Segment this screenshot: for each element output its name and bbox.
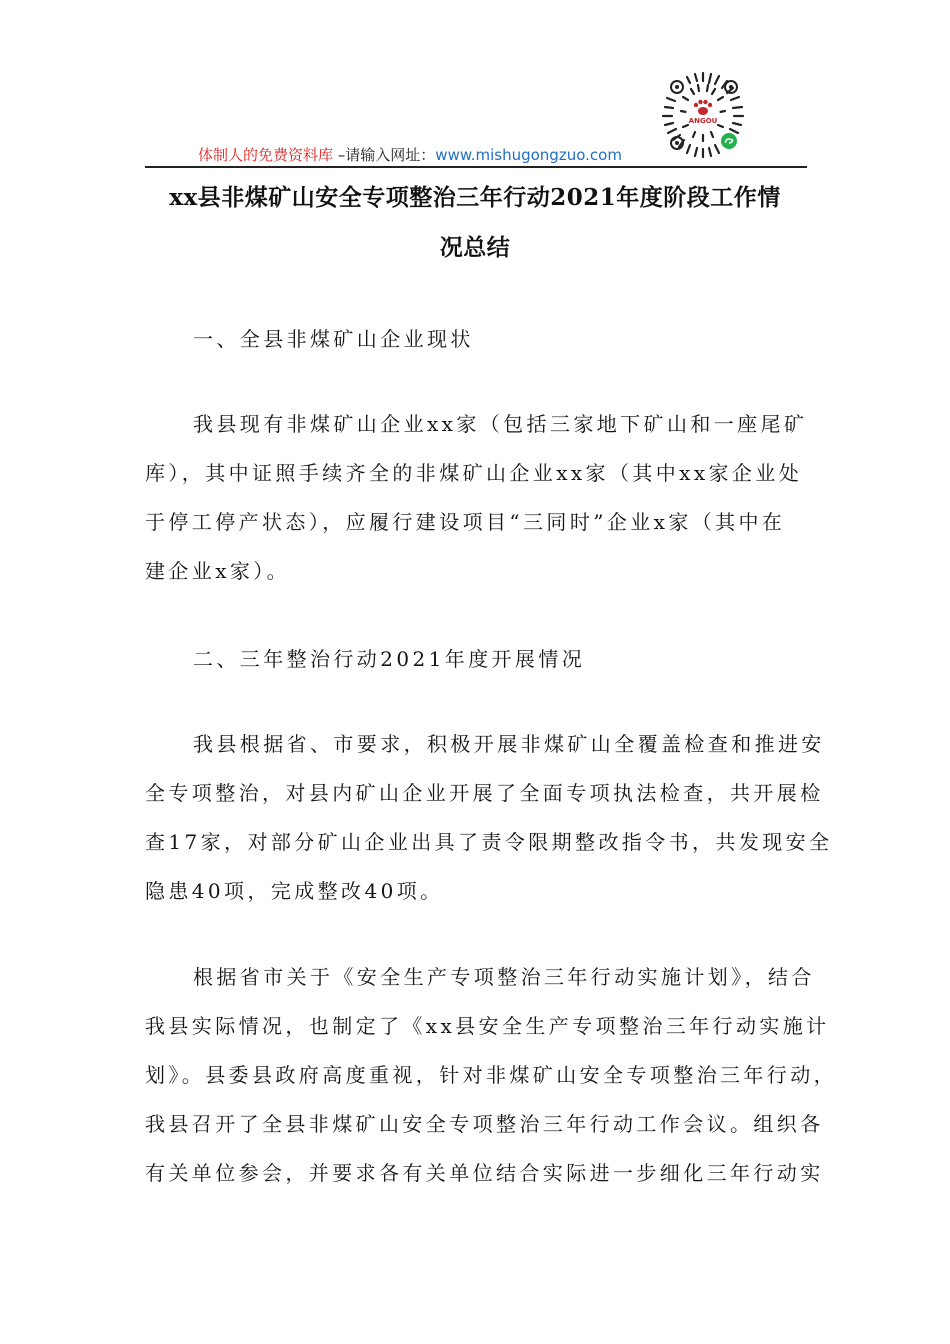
paragraph-line: 隐患40项，完成整改40项。 bbox=[145, 879, 444, 903]
document-title bbox=[145, 180, 805, 280]
header-brand-text: 体制人的免费资料库 bbox=[198, 146, 334, 164]
qr-code-icon[interactable] bbox=[653, 65, 753, 165]
header-url-link[interactable]: www.mishugongzuo.com bbox=[435, 146, 622, 164]
paragraph-line: 于停工停产状态），应履行建设项目“三同时”企业x家（其中在 bbox=[145, 510, 786, 534]
mini-program-icon bbox=[721, 133, 737, 149]
paragraph-line: 我县实际情况，也制定了《xx县安全生产专项整治三年行动实施计 bbox=[145, 1014, 830, 1038]
paragraph-line: 我县根据省、市要求，积极开展非煤矿山全覆盖检查和推进安 bbox=[193, 732, 825, 756]
paragraph-line: 全专项整治，对县内矿山企业开展了全面专项执法检查，共开展检 bbox=[145, 781, 824, 805]
title-line: 况总结 bbox=[439, 234, 511, 261]
header-text bbox=[198, 145, 622, 165]
paragraph-line: 我县召开了全县非煤矿山安全专项整治三年行动工作会议。组织各 bbox=[145, 1112, 824, 1136]
title-line: xx县非煤矿山安全专项整治三年行动2021年度阶段工作情 bbox=[169, 184, 781, 211]
section-heading: 二、三年整治行动2021年度开展情况 bbox=[193, 647, 586, 671]
section-heading: 一、全县非煤矿山企业现状 bbox=[193, 327, 474, 351]
paragraph-line: 库），其中证照手续齐全的非煤矿山企业xx家（其中xx家企业处 bbox=[145, 461, 803, 485]
paragraph-line: 有关单位参会，并要求各有关单位结合实际进一步细化三年行动实 bbox=[145, 1161, 824, 1185]
paragraph-line: 划》。县委县政府高度重视，针对非煤矿山安全专项整治三年行动， bbox=[145, 1063, 837, 1087]
svg-text:ANGOU: ANGOU bbox=[688, 117, 718, 125]
paragraph-line: 查17家，对部分矿山企业出具了责令限期整改指令书，共发现安全 bbox=[145, 830, 833, 854]
paragraph-line: 建企业x家）。 bbox=[145, 559, 291, 583]
header-prompt-text: –请输入网址： bbox=[333, 146, 436, 164]
header-divider bbox=[145, 166, 807, 168]
header-banner bbox=[145, 60, 807, 168]
paragraph-line: 我县现有非煤矿山企业xx家（包括三家地下矿山和一座尾矿 bbox=[193, 412, 808, 436]
paragraph-line: 根据省市关于《安全生产专项整治三年行动实施计划》，结合 bbox=[193, 965, 815, 989]
